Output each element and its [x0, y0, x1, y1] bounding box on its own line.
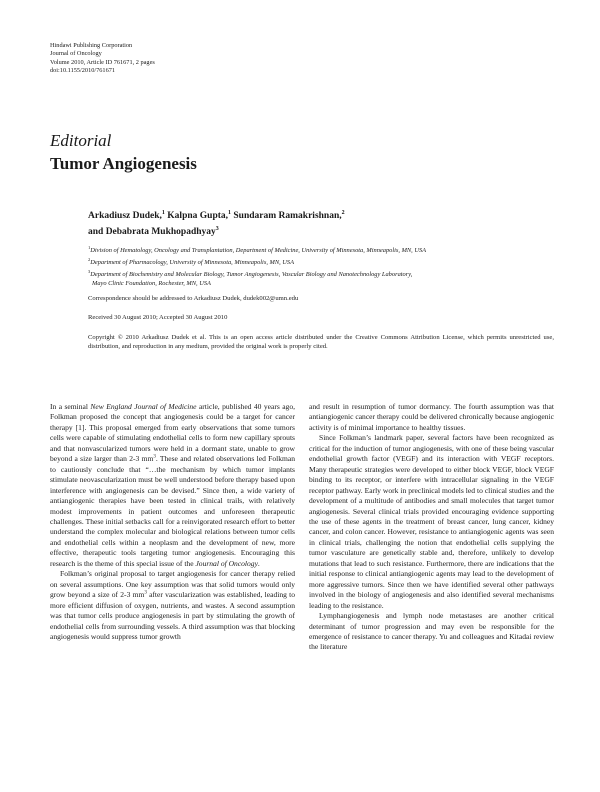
body-paragraph: Lymphangiogenesis and lymph node metastases are another critical determinant of tumor progression and may even be responsible for the emergence of resistance to cancer therapy. Yu and colleagues and Kitadai review the literature [309, 611, 554, 652]
body-column-right [309, 402, 554, 653]
affiliation-marker: 3 [215, 225, 219, 232]
author-list [88, 207, 528, 238]
affiliation-continuation: Mayo Clinic Foundation, Rochester, MN, USA [92, 280, 211, 288]
affiliation-item [88, 256, 558, 268]
affiliation-text: Department of Pharmacology, University of Minnesota, Minneapolis, MN, USA [90, 259, 295, 267]
journal-name: Journal of Oncology [50, 50, 102, 58]
affiliation-text: Department of Biochemistry and Molecular Biology, Tumor Angiogenesis, Vascular Biology and Nanotechnology Laboratory, [90, 271, 413, 279]
affiliation-marker: 1 [161, 210, 165, 216]
affiliation-text: Division of Hematology, Oncology and Transplantation, Department of Medicine, University of Minnesota, Minneapolis, MN, USA [90, 247, 427, 255]
author-name: Arkadiusz Dudek, [88, 211, 162, 222]
copyright-notice: Copyright © 2010 Arkadiusz Dudek et al. This is an open access article distributed under the Creative Commons Attribution License, which permits unrestricted use, distribution, and reproduction in any medium, provided the original work is properly cited. [88, 334, 554, 351]
author-name: Kalpna Gupta, [164, 211, 229, 222]
doi[interactable]: doi:10.1155/2010/761671 [50, 67, 116, 75]
correspondence: Correspondence should be addressed to Arkadiusz Dudek, dudek002@umn.edu [88, 295, 299, 302]
section-label: Editorial [50, 131, 112, 150]
body-paragraph: In a seminal New England Journal of Medicine article, published 40 years ago, Folkman proposed the concept that angiogenesis could be a target for cancer therapy [1]. This proposal emerged from early observations that some tumors cells were capable of stimulating endothelial cells to form new capillary sprouts and that nonvascularized tumors were held in a dormant state, unable to grow beyond a size larger than 2-3 $mm^3$. These and related observations led Folkman to cautiously conclude that “…the mechanism by which tumor implants stimulate neovascularization must be well understood before therapy based upon interference with angiogenesis can be devised.” Since then, a wide variety of antiangiogenic therapies have been tested in clinical trails, with relatively modest improvements in patient outcomes and unforeseen therapeutic challenges. These initial setbacks call for a reinvigorated research effort to better understand the complex molecular and biological relations between tumor cells and endothelial cells within a neoplasm and the development of new, more effective, therapeutic tools targeting tumor angiogenesis. Encouraging this research is the theme of this special issue of the Journal of Oncology. [50, 402, 295, 568]
author-line-2 [88, 223, 528, 239]
publisher: Hindawi Publishing Corporation [50, 42, 133, 49]
affiliation-marker: 2 [341, 210, 345, 216]
affiliation-item [88, 244, 558, 256]
body-column-left [50, 402, 295, 642]
affiliation-number: 1 [88, 245, 91, 250]
journal-reference: Journal of Oncology [195, 558, 258, 568]
received-accepted-dates: Received 30 August 2010; Accepted 30 August 2010 [88, 314, 228, 321]
volume-line: Volume 2010, Article ID 761671, 2 pages [50, 58, 155, 66]
body-paragraph: and result in resumption of tumor dormancy. The fourth assumption was that antiangiogenic cancer therapy could be delivered chronically because angiogenic activity is of minimal importance to healthy tissues. [309, 402, 554, 432]
author-name: Sundaram Ramakrishnan, [231, 211, 342, 222]
body-paragraph: Since Folkman’s landmark paper, several factors have been recognized as critical for the induction of tumor angiogenesis, with one of these being vascular endothelial growth factor (VEGF) and its interaction with VEGF receptors. Many therapeutic strategies were developed to either block VEGF, block VEGF binding to its receptor, or interfere with intracellular signaling in the VEGF receptor pathway. Early work in preclinical models led to clinical studies and the development of a multitude of antibodies and small molecules that target tumor angiogenesis. Several clinical trials provided encouraging evidence supporting the use of these agents in the treatment of breast cancer, lung cancer, kidney cancer, and colon cancer. However, resistance to antiangiogenic agents was seen in clinical trials, challenging the notion that endothelial cells supplying the tumor vasculature are genetically stable and, therefore, unlikely to develop mutations that lead to such resistance. Furthermore, there are indications that the initial response to clinical antiangiogenic agents may lead to the development of more aggressive tumors. Since then we have identified several other pathways involved in the biology of angiogenesis and also identified several mechanisms leading to the resistance. [309, 433, 554, 610]
affiliation-number: 3 [88, 269, 91, 275]
affiliation-marker: 1 [228, 210, 232, 216]
affiliation-number: 2 [88, 257, 91, 263]
affiliations [88, 244, 558, 289]
journal-reference: New England Journal of Medicine [90, 402, 197, 411]
body-paragraph: Folkman’s original proposal to target angiogenesis for cancer therapy relied on several assumptions. One key assumption was that solid tumors would only grow beyond a size of 2-3 $mm^3$ after vascularization was established, leading to more efficient diffusion of oxygen, nutrients, and wastes. A second assumption was that tumor cells produce angiogenesis in part by stimulating the growth of endothelial cells from surrounding vessels. A third assumption was that blocking angiogenesis would suppress tumor growth [50, 569, 295, 641]
article-title: Tumor Angiogenesis [50, 154, 197, 173]
journal-header [50, 42, 155, 76]
author-name: and Debabrata Mukhopadhyay [88, 226, 216, 237]
author-line-1 [88, 207, 528, 223]
affiliation-item [88, 268, 558, 280]
